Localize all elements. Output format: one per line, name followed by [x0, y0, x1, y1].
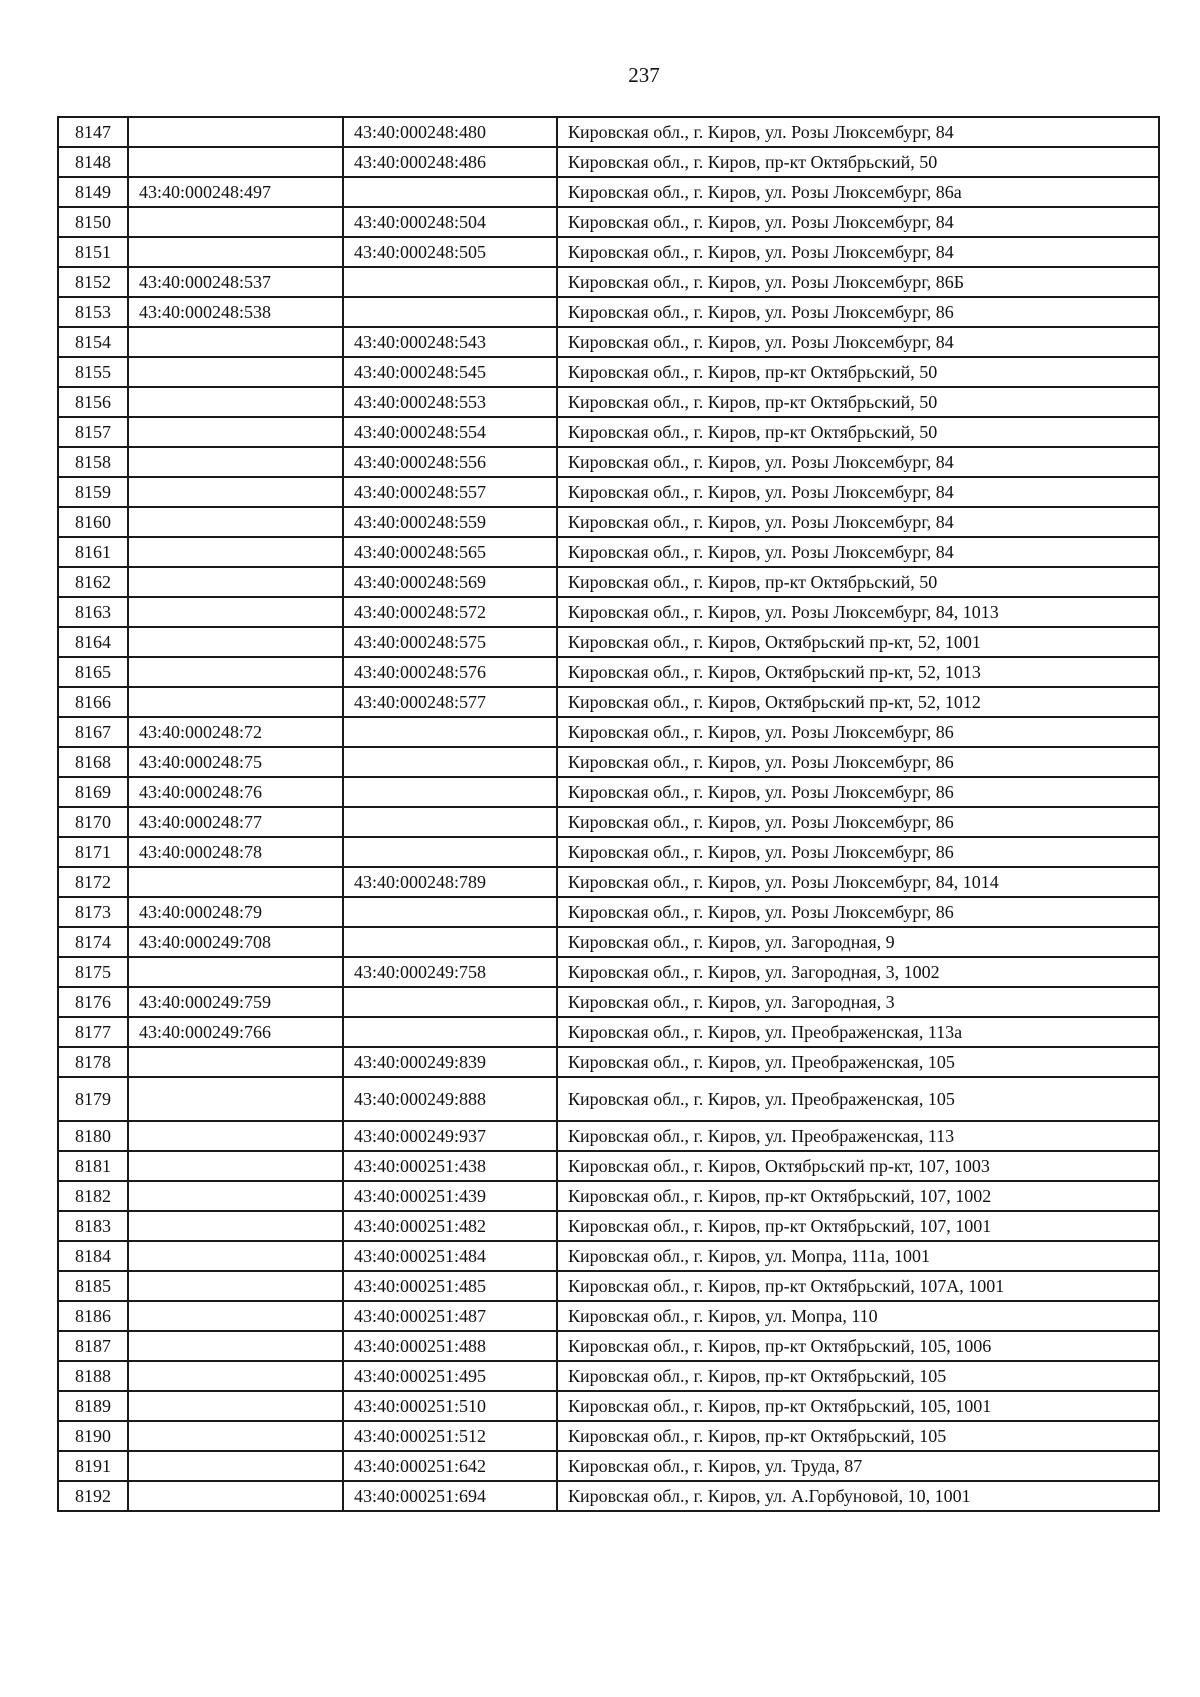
cadastral-number-cell — [128, 1391, 343, 1421]
row-number-cell: 8173 — [58, 897, 128, 927]
table-row — [58, 597, 1159, 627]
table-row — [58, 687, 1159, 717]
related-cadastral-number-cell: 43:40:000249:758 — [343, 957, 557, 987]
row-number-cell: 8171 — [58, 837, 128, 867]
cadastral-number-cell: 43:40:000248:538 — [128, 297, 343, 327]
table-row — [58, 1017, 1159, 1047]
address-cell: Кировская обл., г. Киров, ул. Загородная, 9 — [557, 927, 1159, 957]
address-cell: Кировская обл., г. Киров, ул. Преображенская, 113а — [557, 1017, 1159, 1047]
table-row — [58, 177, 1159, 207]
row-number-cell: 8149 — [58, 177, 128, 207]
address-cell: Кировская обл., г. Киров, ул. Розы Люксембург, 84 — [557, 207, 1159, 237]
table-row — [58, 837, 1159, 867]
cadastral-number-cell — [128, 597, 343, 627]
table-row — [58, 1331, 1159, 1361]
address-cell: Кировская обл., г. Киров, ул. Розы Люксембург, 86 — [557, 297, 1159, 327]
address-cell: Кировская обл., г. Киров, пр-кт Октябрьский, 105 — [557, 1361, 1159, 1391]
row-number-cell: 8176 — [58, 987, 128, 1017]
row-number-cell: 8162 — [58, 567, 128, 597]
address-cell: Кировская обл., г. Киров, пр-кт Октябрьский, 50 — [557, 147, 1159, 177]
table-row — [58, 717, 1159, 747]
related-cadastral-number-cell — [343, 897, 557, 927]
related-cadastral-number-cell: 43:40:000251:495 — [343, 1361, 557, 1391]
row-number-cell: 8172 — [58, 867, 128, 897]
address-cell: Кировская обл., г. Киров, ул. Розы Люксембург, 84, 1013 — [557, 597, 1159, 627]
address-cell: Кировская обл., г. Киров, пр-кт Октябрьский, 105, 1006 — [557, 1331, 1159, 1361]
cadastral-number-cell — [128, 1121, 343, 1151]
row-number-cell: 8156 — [58, 387, 128, 417]
address-cell: Кировская обл., г. Киров, пр-кт Октябрьский, 107, 1001 — [557, 1211, 1159, 1241]
related-cadastral-number-cell — [343, 837, 557, 867]
cadastral-number-cell — [128, 1151, 343, 1181]
cadastral-number-cell — [128, 507, 343, 537]
table-row — [58, 507, 1159, 537]
table-row — [58, 957, 1159, 987]
cadastral-number-cell — [128, 1271, 343, 1301]
address-cell: Кировская обл., г. Киров, ул. Труда, 87 — [557, 1451, 1159, 1481]
address-cell: Кировская обл., г. Киров, ул. Розы Люксембург, 84 — [557, 507, 1159, 537]
cadastral-number-cell — [128, 207, 343, 237]
cadastral-number-cell — [128, 1211, 343, 1241]
table-row — [58, 567, 1159, 597]
address-cell: Кировская обл., г. Киров, ул. Розы Люксембург, 86 — [557, 747, 1159, 777]
address-cell: Кировская обл., г. Киров, ул. Преображенская, 113 — [557, 1121, 1159, 1151]
table-row — [58, 387, 1159, 417]
address-cell: Кировская обл., г. Киров, ул. Розы Люксембург, 86Б — [557, 267, 1159, 297]
cadastral-number-cell — [128, 537, 343, 567]
cadastral-number-cell: 43:40:000248:75 — [128, 747, 343, 777]
row-number-cell: 8160 — [58, 507, 128, 537]
row-number-cell: 8148 — [58, 147, 128, 177]
cadastral-number-cell — [128, 867, 343, 897]
related-cadastral-number-cell: 43:40:000248:486 — [343, 147, 557, 177]
row-number-cell: 8155 — [58, 357, 128, 387]
related-cadastral-number-cell: 43:40:000251:484 — [343, 1241, 557, 1271]
table-row — [58, 1391, 1159, 1421]
cadastral-number-cell — [128, 567, 343, 597]
cadastral-number-cell: 43:40:000248:76 — [128, 777, 343, 807]
related-cadastral-number-cell: 43:40:000251:510 — [343, 1391, 557, 1421]
table-row — [58, 897, 1159, 927]
related-cadastral-number-cell — [343, 1017, 557, 1047]
related-cadastral-number-cell: 43:40:000248:789 — [343, 867, 557, 897]
related-cadastral-number-cell: 43:40:000248:559 — [343, 507, 557, 537]
related-cadastral-number-cell — [343, 777, 557, 807]
row-number-cell: 8157 — [58, 417, 128, 447]
row-number-cell: 8180 — [58, 1121, 128, 1151]
related-cadastral-number-cell: 43:40:000251:694 — [343, 1481, 557, 1511]
cadastral-number-cell: 43:40:000248:77 — [128, 807, 343, 837]
table-row — [58, 537, 1159, 567]
table-row — [58, 927, 1159, 957]
row-number-cell: 8170 — [58, 807, 128, 837]
address-cell: Кировская обл., г. Киров, ул. Розы Люксембург, 86 — [557, 807, 1159, 837]
cadastral-number-cell: 43:40:000248:72 — [128, 717, 343, 747]
cadastral-number-cell — [128, 477, 343, 507]
table-row — [58, 807, 1159, 837]
row-number-cell: 8163 — [58, 597, 128, 627]
row-number-cell: 8165 — [58, 657, 128, 687]
table-row — [58, 1077, 1159, 1121]
row-number-cell: 8189 — [58, 1391, 128, 1421]
registry-table-body — [58, 117, 1159, 1511]
table-row — [58, 327, 1159, 357]
cadastral-number-cell — [128, 627, 343, 657]
row-number-cell: 8179 — [58, 1077, 128, 1121]
related-cadastral-number-cell: 43:40:000248:504 — [343, 207, 557, 237]
table-row — [58, 1211, 1159, 1241]
address-cell: Кировская обл., г. Киров, пр-кт Октябрьский, 105, 1001 — [557, 1391, 1159, 1421]
related-cadastral-number-cell: 43:40:000248:553 — [343, 387, 557, 417]
related-cadastral-number-cell — [343, 927, 557, 957]
related-cadastral-number-cell: 43:40:000248:480 — [343, 117, 557, 147]
cadastral-number-cell — [128, 1241, 343, 1271]
address-cell: Кировская обл., г. Киров, пр-кт Октябрьский, 105 — [557, 1421, 1159, 1451]
address-cell: Кировская обл., г. Киров, ул. Розы Люксембург, 84 — [557, 477, 1159, 507]
table-row — [58, 1451, 1159, 1481]
address-cell: Кировская обл., г. Киров, пр-кт Октябрьский, 107, 1002 — [557, 1181, 1159, 1211]
row-number-cell: 8164 — [58, 627, 128, 657]
cadastral-number-cell — [128, 687, 343, 717]
row-number-cell: 8186 — [58, 1301, 128, 1331]
address-cell: Кировская обл., г. Киров, пр-кт Октябрьский, 50 — [557, 417, 1159, 447]
cadastral-number-cell: 43:40:000248:497 — [128, 177, 343, 207]
address-cell: Кировская обл., г. Киров, ул. Преображенская, 105 — [557, 1047, 1159, 1077]
cadastral-number-cell — [128, 657, 343, 687]
cadastral-number-cell — [128, 1421, 343, 1451]
cadastral-number-cell — [128, 327, 343, 357]
related-cadastral-number-cell: 43:40:000251:482 — [343, 1211, 557, 1241]
table-row — [58, 1151, 1159, 1181]
address-cell: Кировская обл., г. Киров, ул. Розы Люксембург, 84 — [557, 327, 1159, 357]
cadastral-number-cell — [128, 1047, 343, 1077]
row-number-cell: 8188 — [58, 1361, 128, 1391]
cadastral-number-cell — [128, 1301, 343, 1331]
address-cell: Кировская обл., г. Киров, ул. Розы Люксембург, 86 — [557, 837, 1159, 867]
related-cadastral-number-cell: 43:40:000249:888 — [343, 1077, 557, 1121]
cadastral-number-cell: 43:40:000248:537 — [128, 267, 343, 297]
address-cell: Кировская обл., г. Киров, ул. Розы Люксембург, 86 — [557, 777, 1159, 807]
address-cell: Кировская обл., г. Киров, ул. Розы Люксембург, 84 — [557, 537, 1159, 567]
table-row — [58, 987, 1159, 1017]
cadastral-number-cell: 43:40:000249:766 — [128, 1017, 343, 1047]
related-cadastral-number-cell — [343, 717, 557, 747]
row-number-cell: 8184 — [58, 1241, 128, 1271]
row-number-cell: 8175 — [58, 957, 128, 987]
related-cadastral-number-cell — [343, 267, 557, 297]
table-row — [58, 1121, 1159, 1151]
cadastral-number-cell — [128, 447, 343, 477]
row-number-cell: 8159 — [58, 477, 128, 507]
related-cadastral-number-cell: 43:40:000251:488 — [343, 1331, 557, 1361]
address-cell: Кировская обл., г. Киров, пр-кт Октябрьский, 50 — [557, 567, 1159, 597]
related-cadastral-number-cell: 43:40:000248:565 — [343, 537, 557, 567]
row-number-cell: 8169 — [58, 777, 128, 807]
address-cell: Кировская обл., г. Киров, пр-кт Октябрьский, 50 — [557, 387, 1159, 417]
table-row — [58, 1361, 1159, 1391]
related-cadastral-number-cell — [343, 297, 557, 327]
row-number-cell: 8190 — [58, 1421, 128, 1451]
row-number-cell: 8152 — [58, 267, 128, 297]
cadastral-number-cell — [128, 117, 343, 147]
address-cell: Кировская обл., г. Киров, ул. Преображенская, 105 — [557, 1077, 1159, 1121]
related-cadastral-number-cell: 43:40:000248:575 — [343, 627, 557, 657]
row-number-cell: 8185 — [58, 1271, 128, 1301]
cadastral-number-cell: 43:40:000249:759 — [128, 987, 343, 1017]
row-number-cell: 8168 — [58, 747, 128, 777]
related-cadastral-number-cell — [343, 747, 557, 777]
table-row — [58, 117, 1159, 147]
related-cadastral-number-cell: 43:40:000248:545 — [343, 357, 557, 387]
table-row — [58, 1481, 1159, 1511]
table-row — [58, 477, 1159, 507]
cadastral-number-cell — [128, 357, 343, 387]
table-row — [58, 297, 1159, 327]
related-cadastral-number-cell: 43:40:000248:569 — [343, 567, 557, 597]
table-row — [58, 1271, 1159, 1301]
cadastral-number-cell — [128, 1077, 343, 1121]
cadastral-number-cell — [128, 1481, 343, 1511]
related-cadastral-number-cell: 43:40:000251:439 — [343, 1181, 557, 1211]
cadastral-number-cell — [128, 147, 343, 177]
cadastral-number-cell — [128, 1181, 343, 1211]
row-number-cell: 8158 — [58, 447, 128, 477]
address-cell: Кировская обл., г. Киров, ул. Розы Люксембург, 84 — [557, 237, 1159, 267]
address-cell: Кировская обл., г. Киров, ул. Розы Люксембург, 84 — [557, 117, 1159, 147]
address-cell: Кировская обл., г. Киров, пр-кт Октябрьский, 50 — [557, 357, 1159, 387]
address-cell: Кировская обл., г. Киров, Октябрьский пр-кт, 52, 1001 — [557, 627, 1159, 657]
table-row — [58, 1421, 1159, 1451]
related-cadastral-number-cell — [343, 177, 557, 207]
related-cadastral-number-cell: 43:40:000249:937 — [343, 1121, 557, 1151]
address-cell: Кировская обл., г. Киров, ул. Розы Люксембург, 84, 1014 — [557, 867, 1159, 897]
related-cadastral-number-cell: 43:40:000249:839 — [343, 1047, 557, 1077]
related-cadastral-number-cell: 43:40:000251:642 — [343, 1451, 557, 1481]
address-cell: Кировская обл., г. Киров, ул. А.Горбуновой, 10, 1001 — [557, 1481, 1159, 1511]
cadastral-number-cell: 43:40:000249:708 — [128, 927, 343, 957]
address-cell: Кировская обл., г. Киров, Октябрьский пр-кт, 107, 1003 — [557, 1151, 1159, 1181]
row-number-cell: 8187 — [58, 1331, 128, 1361]
related-cadastral-number-cell: 43:40:000248:576 — [343, 657, 557, 687]
related-cadastral-number-cell: 43:40:000251:512 — [343, 1421, 557, 1451]
row-number-cell: 8153 — [58, 297, 128, 327]
related-cadastral-number-cell — [343, 807, 557, 837]
row-number-cell: 8150 — [58, 207, 128, 237]
cadastral-number-cell — [128, 387, 343, 417]
table-row — [58, 237, 1159, 267]
address-cell: Кировская обл., г. Киров, ул. Мопра, 111а, 1001 — [557, 1241, 1159, 1271]
row-number-cell: 8167 — [58, 717, 128, 747]
table-row — [58, 867, 1159, 897]
table-row — [58, 417, 1159, 447]
table-row — [58, 657, 1159, 687]
address-cell: Кировская обл., г. Киров, пр-кт Октябрьский, 107А, 1001 — [557, 1271, 1159, 1301]
related-cadastral-number-cell: 43:40:000248:543 — [343, 327, 557, 357]
table-row — [58, 1241, 1159, 1271]
table-row — [58, 777, 1159, 807]
row-number-cell: 8192 — [58, 1481, 128, 1511]
cadastral-number-cell — [128, 1451, 343, 1481]
row-number-cell: 8174 — [58, 927, 128, 957]
cadastral-number-cell: 43:40:000248:78 — [128, 837, 343, 867]
registry-table — [57, 116, 1160, 1512]
row-number-cell: 8147 — [58, 117, 128, 147]
table-row — [58, 1181, 1159, 1211]
table-row — [58, 1301, 1159, 1331]
related-cadastral-number-cell: 43:40:000248:572 — [343, 597, 557, 627]
row-number-cell: 8183 — [58, 1211, 128, 1241]
address-cell: Кировская обл., г. Киров, ул. Загородная, 3, 1002 — [557, 957, 1159, 987]
related-cadastral-number-cell: 43:40:000248:505 — [343, 237, 557, 267]
address-cell: Кировская обл., г. Киров, ул. Розы Люксембург, 86 — [557, 897, 1159, 927]
cadastral-number-cell — [128, 237, 343, 267]
table-row — [58, 627, 1159, 657]
related-cadastral-number-cell: 43:40:000251:487 — [343, 1301, 557, 1331]
row-number-cell: 8166 — [58, 687, 128, 717]
address-cell: Кировская обл., г. Киров, ул. Загородная, 3 — [557, 987, 1159, 1017]
cadastral-number-cell — [128, 1361, 343, 1391]
address-cell: Кировская обл., г. Киров, Октябрьский пр-кт, 52, 1012 — [557, 687, 1159, 717]
address-cell: Кировская обл., г. Киров, Октябрьский пр-кт, 52, 1013 — [557, 657, 1159, 687]
address-cell: Кировская обл., г. Киров, ул. Розы Люксембург, 86 — [557, 717, 1159, 747]
related-cadastral-number-cell: 43:40:000251:485 — [343, 1271, 557, 1301]
row-number-cell: 8182 — [58, 1181, 128, 1211]
address-cell: Кировская обл., г. Киров, ул. Розы Люксембург, 84 — [557, 447, 1159, 477]
table-row — [58, 1047, 1159, 1077]
row-number-cell: 8191 — [58, 1451, 128, 1481]
address-cell: Кировская обл., г. Киров, ул. Розы Люксембург, 86а — [557, 177, 1159, 207]
related-cadastral-number-cell: 43:40:000248:554 — [343, 417, 557, 447]
table-row — [58, 267, 1159, 297]
table-row — [58, 357, 1159, 387]
page-number: 237 — [628, 63, 660, 87]
cadastral-number-cell — [128, 1331, 343, 1361]
row-number-cell: 8151 — [58, 237, 128, 267]
address-cell: Кировская обл., г. Киров, ул. Мопра, 110 — [557, 1301, 1159, 1331]
related-cadastral-number-cell: 43:40:000248:577 — [343, 687, 557, 717]
table-row — [58, 747, 1159, 777]
cadastral-number-cell: 43:40:000248:79 — [128, 897, 343, 927]
table-row — [58, 207, 1159, 237]
row-number-cell: 8154 — [58, 327, 128, 357]
cadastral-number-cell — [128, 957, 343, 987]
related-cadastral-number-cell: 43:40:000248:556 — [343, 447, 557, 477]
row-number-cell: 8178 — [58, 1047, 128, 1077]
row-number-cell: 8177 — [58, 1017, 128, 1047]
row-number-cell: 8161 — [58, 537, 128, 567]
cadastral-number-cell — [128, 417, 343, 447]
row-number-cell: 8181 — [58, 1151, 128, 1181]
related-cadastral-number-cell: 43:40:000248:557 — [343, 477, 557, 507]
table-row — [58, 147, 1159, 177]
related-cadastral-number-cell — [343, 987, 557, 1017]
related-cadastral-number-cell: 43:40:000251:438 — [343, 1151, 557, 1181]
table-row — [58, 447, 1159, 477]
